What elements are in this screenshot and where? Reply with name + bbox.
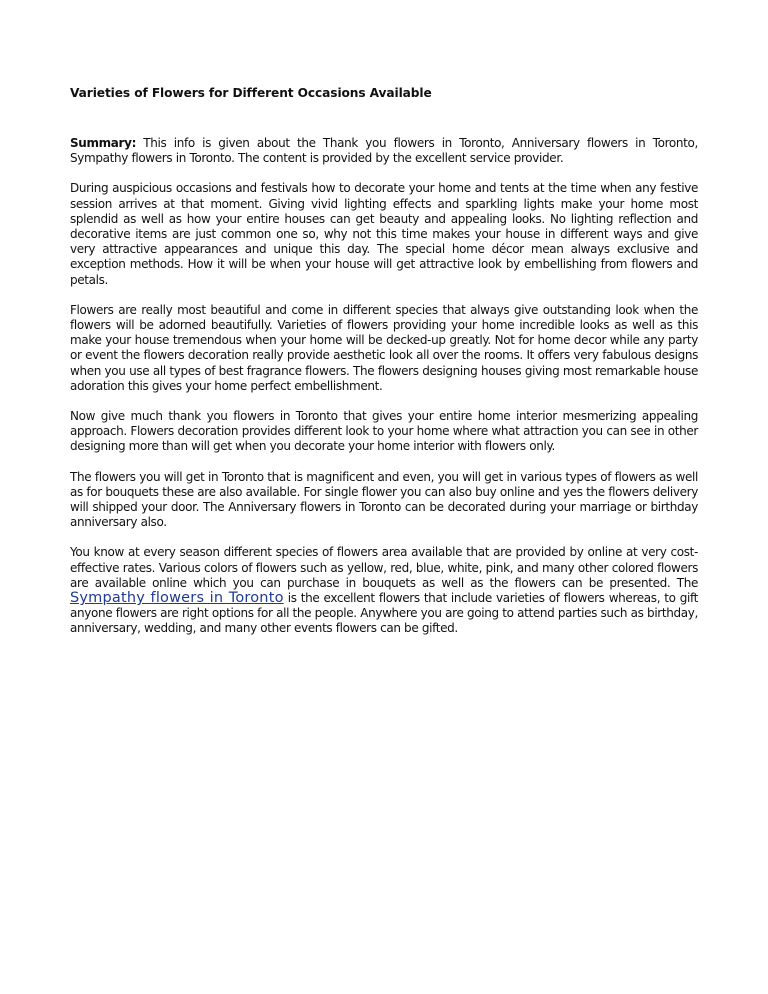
- summary-label: Summary:: [70, 136, 137, 150]
- body-paragraph-1: During auspicious occasions and festivals how to decorate your home and tents at the time when any festive session arrives at that moment. Giving vivid lighting effects and sparkling lights make your home most splendid as well as how your entire houses can get beauty and appealing looks. No lighting reflection and decorative items are just common one so, why not this time makes your house in different ways and give very attractive appearances and unique this day. The special home décor mean always exclusive and exception methods. How it will be when your house will get attractive look by embellishing from flowers and petals.: [70, 181, 698, 287]
- paragraph-text-before-link: You know at every season different species of flowers area available that are provided by online at very cost-effective rates. Various colors of flowers such as yellow, red, blue, white, pink, and many other colored flowers are available online which you can purchase in bouquets as well as the flowers can be presented. The: [70, 545, 698, 590]
- body-paragraph-4: The flowers you will get in Toronto that is magnificent and even, you will get in various types of flowers as well as for bouquets these are also available. For single flower you can also buy online and yes the flowers delivery will shipped your door. The Anniversary flowers in Toronto can be decorated during your marriage or birthday anniversary also.: [70, 469, 698, 530]
- body-paragraph-3: Now give much thank you flowers in Toronto that gives your entire home interior mesmerizing appealing approach. Flowers decoration provides different look to your home where what attraction you can see in other designing more than will get when you decorate your home interior with flowers only.: [70, 409, 698, 454]
- document-title: Varieties of Flowers for Different Occasions Available: [70, 86, 432, 100]
- body-paragraph-2: Flowers are really most beautiful and come in different species that always give outstanding look when the flowers will be adorned beautifully. Varieties of flowers providing your home incredible looks as well as this make your house tremendous when your home will be decked-up greatly. Not for home decor while any party or event the flowers decoration really provide aesthetic look all over the rooms. It offers very fabulous designs when you use all types of best fragrance flowers. The flowers designing houses giving most remarkable house adoration this gives your home perfect embellishment.: [70, 302, 698, 393]
- body-paragraph-5: [70, 545, 698, 636]
- paragraph-text-after-link: is the excellent flowers that include varieties of flowers whereas, to gift anyone flowers are right options for all the people. Anywhere you are going to attend parties such as birthday, anniversary, wedding, and many other events flowers can be gifted.: [70, 591, 699, 636]
- summary-paragraph: [70, 136, 698, 166]
- sympathy-flowers-link[interactable]: Sympathy flowers in Toronto: [70, 590, 284, 607]
- summary-text: This info is given about the Thank you flowers in Toronto, Anniversary flowers in Toronto, Sympathy flowers in Toronto. The content is provided by the excellent service provider.: [70, 136, 698, 166]
- document-page: [70, 84, 698, 652]
